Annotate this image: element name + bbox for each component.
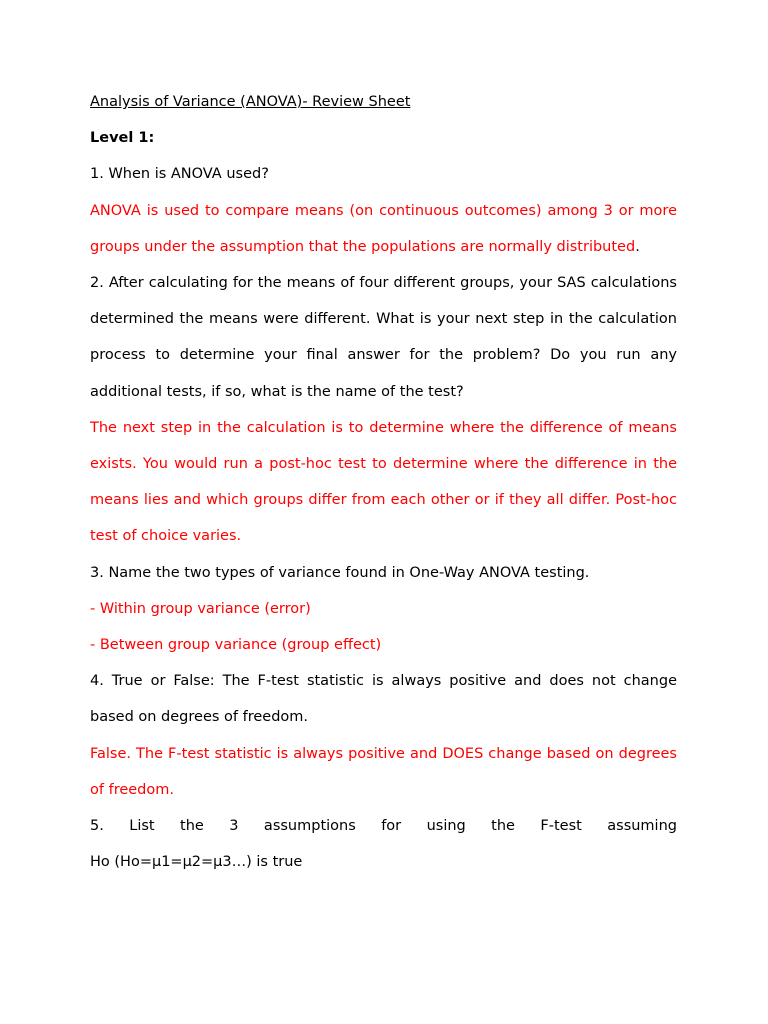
document-page (90, 84, 677, 880)
question-5-line-1: 5. List the 3 assumptions for using the F-test assuming (90, 818, 677, 835)
answer-1-period: . (635, 238, 640, 255)
answer-3-item-2: - Between group variance (group effect) (90, 637, 382, 654)
question-4: 4. True or False: The F-test statistic is always positive and does not change based on degrees of freedom. (90, 673, 677, 726)
answer-2: The next step in the calculation is to determine where the difference of means exists. You would run a post-hoc test to determine where the difference in the means lies and which groups differ from each other or if they all differ. Post-hoc test of choice varies. (90, 419, 677, 545)
answer-3-item-1: - Within group variance (error) (90, 600, 311, 617)
answer-1 (90, 193, 677, 265)
answer-1-text: ANOVA is used to compare means (on continuous outcomes) among 3 or more groups under the assumption that the populations are normally distributed (90, 202, 677, 255)
answer-4: False. The F-test statistic is always positive and DOES change based on degrees of freedom. (90, 745, 677, 798)
level-heading: Level 1: (90, 130, 155, 147)
question-2: 2. After calculating for the means of four different groups, your SAS calculations determined the means were different. What is your next step in the calculation process to determine your final answer for the problem? Do you run any additional tests, if so, what is the name of the test? (90, 275, 677, 400)
question-5-line-2: Ho (Ho=μ1=μ2=μ3…) is true (90, 854, 303, 871)
question-1: 1. When is ANOVA used? (90, 166, 269, 183)
document-title: Analysis of Variance (ANOVA)- Review Sheet (90, 94, 411, 110)
question-3: 3. Name the two types of variance found in One-Way ANOVA testing. (90, 564, 590, 581)
